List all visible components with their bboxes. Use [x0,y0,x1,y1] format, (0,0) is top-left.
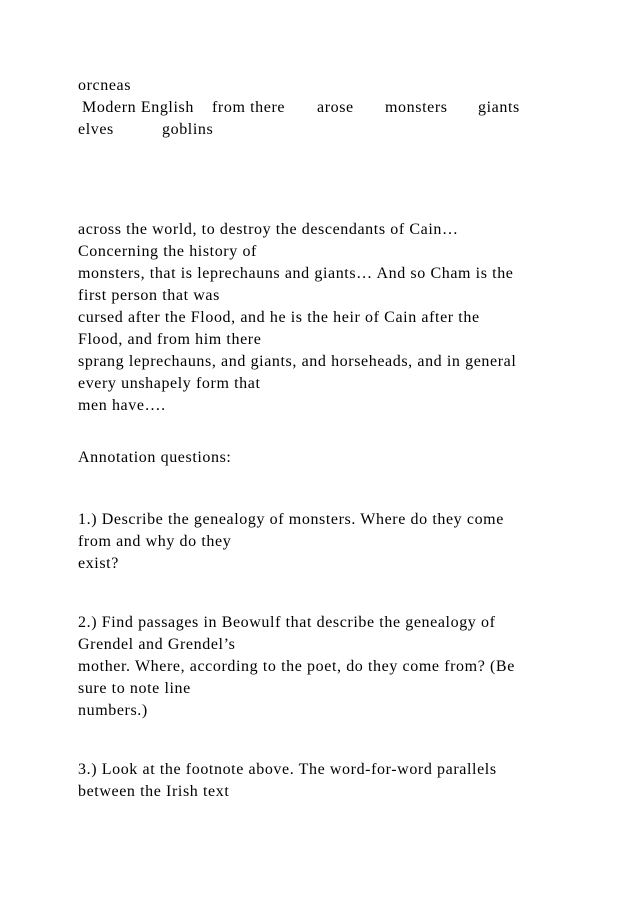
question-line: numbers.) [78,702,148,719]
question-line: from and why do they [78,533,232,550]
quote-line: across the world, to destroy the descendants of Cain… [78,221,459,238]
glossary-word: goblins [162,121,214,138]
glossary-word: monsters [385,99,448,116]
question-line: 1.) Describe the genealogy of monsters. Where do they come [78,511,504,528]
glossary-word: elves [78,121,114,138]
quote-line: first person that was [78,287,220,304]
quote-line: Concerning the history of [78,243,257,260]
quote-line: monsters, that is leprechauns and giants… And so Cham is the [78,265,514,282]
glossary-word: giants [478,99,520,116]
quote-line: every unshapely form that [78,375,261,392]
question-line: 2.) Find passages in Beowulf that describe the genealogy of [78,614,496,631]
annotation-heading: Annotation questions: [78,449,232,466]
question-line: between the Irish text [78,783,230,800]
glossary-word: from there [212,99,286,116]
quote-line: cursed after the Flood, and he is the heir of Cain after the [78,309,480,326]
question-line: exist? [78,555,119,572]
question-line: 3.) Look at the footnote above. The word-for-word parallels [78,761,497,778]
quote-line: sprang leprechauns, and giants, and horseheads, and in general [78,353,517,370]
question-line: mother. Where, according to the poet, do they come from? (Be [78,658,515,675]
glossary-word: Modern English [82,99,194,116]
quote-line: men have…. [78,397,166,414]
question-line: sure to note line [78,680,191,697]
quote-line: Flood, and from him there [78,331,262,348]
glossary-headword: orcneas [78,77,132,94]
question-line: Grendel and Grendel’s [78,636,236,653]
glossary-word: arose [317,99,354,116]
